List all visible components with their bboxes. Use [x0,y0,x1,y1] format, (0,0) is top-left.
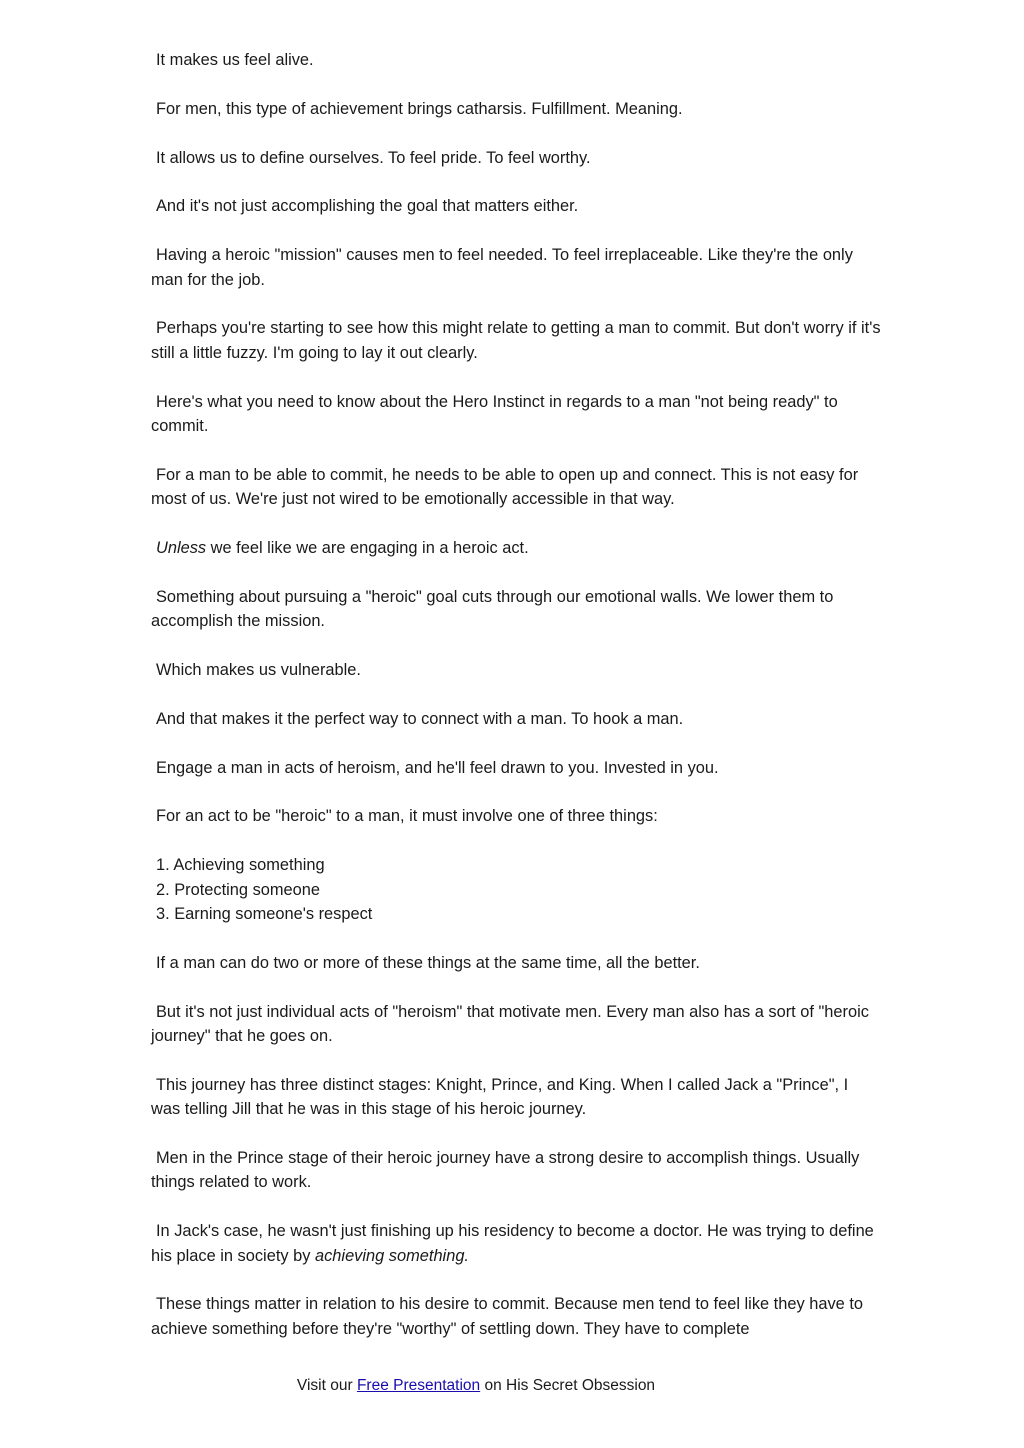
page-footer [0,1375,952,1397]
paragraph: And it's not just accomplishing the goal that matters either. [156,197,579,216]
document-body [151,48,881,1366]
paragraph [151,1219,881,1268]
paragraph: If a man can do two or more of these things at the same time, all the better. [156,953,700,972]
paragraph-text: In Jack's case, he wasn't just finishing up his residency to become a doctor. He was trying to define his place in society by [151,1222,874,1265]
paragraph: Men in the Prince stage of their heroic journey have a strong desire to accomplish things. Usually things related to work. [151,1149,860,1192]
paragraph: But it's not just individual acts of "heroism" that motivate men. Every man also has a sort of "heroic journey" that he goes on. [151,1002,869,1045]
free-presentation-link[interactable]: Free Presentation [356,1377,481,1394]
paragraph: For a man to be able to commit, he needs to be able to open up and connect. This is not easy for most of us. We're just not wired to be emotionally accessible in that way. [151,465,859,509]
emphasis-text: achieving something. [315,1246,469,1265]
paragraph: Engage a man in acts of heroism, and he'll feel drawn to you. Invested in you. [156,758,719,777]
paragraph: For an act to be "heroic" to a man, it must involve one of three things: [156,807,658,826]
list-item: 2. Protecting someone [156,880,321,899]
paragraph [151,536,881,560]
emphasis-text: Unless [156,539,207,557]
paragraph-text: we feel like we are engaging in a heroic act. [206,539,529,557]
paragraph: And that makes it the perfect way to connect with a man. To hook a man. [156,709,684,728]
heroic-things-list [151,853,881,926]
list-item: 1. Achieving something [156,856,325,875]
paragraph: These things matter in relation to his desire to commit. Because men tend to feel like they have to achieve something before they're "worthy" of settling down. They have to complete [151,1295,863,1338]
footer-suffix: on His Secret Obsession [480,1377,656,1394]
paragraph: Something about pursuing a "heroic" goal cuts through our emotional walls. We lower them to accomplish the mission. [151,587,834,631]
paragraph: It makes us feel alive. [156,51,314,69]
paragraph: Having a heroic "mission" causes men to feel needed. To feel irreplaceable. Like they're the only man for the job. [151,246,853,289]
paragraph: It allows us to define ourselves. To feel pride. To feel worthy. [156,148,591,167]
list-item: 3. Earning someone's respect [156,905,373,923]
paragraph: Which makes us vulnerable. [156,661,361,679]
paragraph: For men, this type of achievement brings catharsis. Fulfillment. Meaning. [156,99,683,118]
paragraph: Perhaps you're starting to see how this might relate to getting a man to commit. But don't worry if it's still a little fuzzy. I'm going to lay it out clearly. [151,319,881,362]
paragraph: This journey has three distinct stages: Knight, Prince, and King. When I called Jack a "Prince", I was telling Jill that he was in this stage of his heroic journey. [151,1075,849,1119]
footer-prefix: Visit our [296,1377,357,1394]
paragraph: Here's what you need to know about the Hero Instinct in regards to a man "not being ready" to commit. [151,392,838,435]
